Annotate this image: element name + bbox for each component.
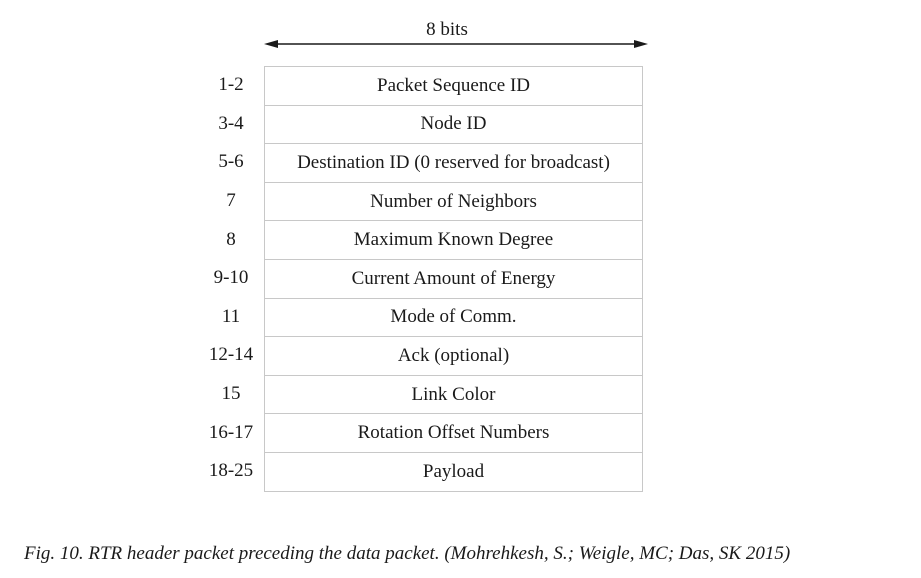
bit-width-arrow [262,34,650,54]
field-row: Rotation Offset Numbers [265,414,642,453]
byte-index-column [196,66,266,491]
figure-caption: Fig. 10. RTR header packet preceding the data packet. (Mohrehkesh, S.; Weigle, MC; Das, SK 2015) [24,543,791,564]
byte-index: 12-14 [208,344,254,366]
field-row: Ack (optional) [265,337,642,376]
byte-index: 7 [226,190,236,212]
field-row: Payload [265,453,642,492]
byte-index: 9-10 [213,267,249,289]
byte-index: 1-2 [218,74,244,96]
field-row: Mode of Comm. [265,299,642,338]
byte-index: 8 [226,228,236,250]
field-row: Node ID [265,106,642,145]
byte-index: 11 [221,305,241,327]
field-row: Maximum Known Degree [265,221,642,260]
field-row: Number of Neighbors [265,183,642,222]
field-row: Link Color [265,376,642,415]
bit-width-label: 8 bits [426,19,468,40]
field-row: Current Amount of Energy [265,260,642,299]
packet-header-table [264,66,643,492]
field-row: Packet Sequence ID [265,67,642,106]
byte-index: 15 [221,383,241,405]
byte-index: 18-25 [208,460,254,482]
byte-index: 3-4 [218,112,244,134]
field-row: Destination ID (0 reserved for broadcast) [265,144,642,183]
byte-index: 5-6 [218,151,244,173]
byte-index: 16-17 [208,421,254,443]
